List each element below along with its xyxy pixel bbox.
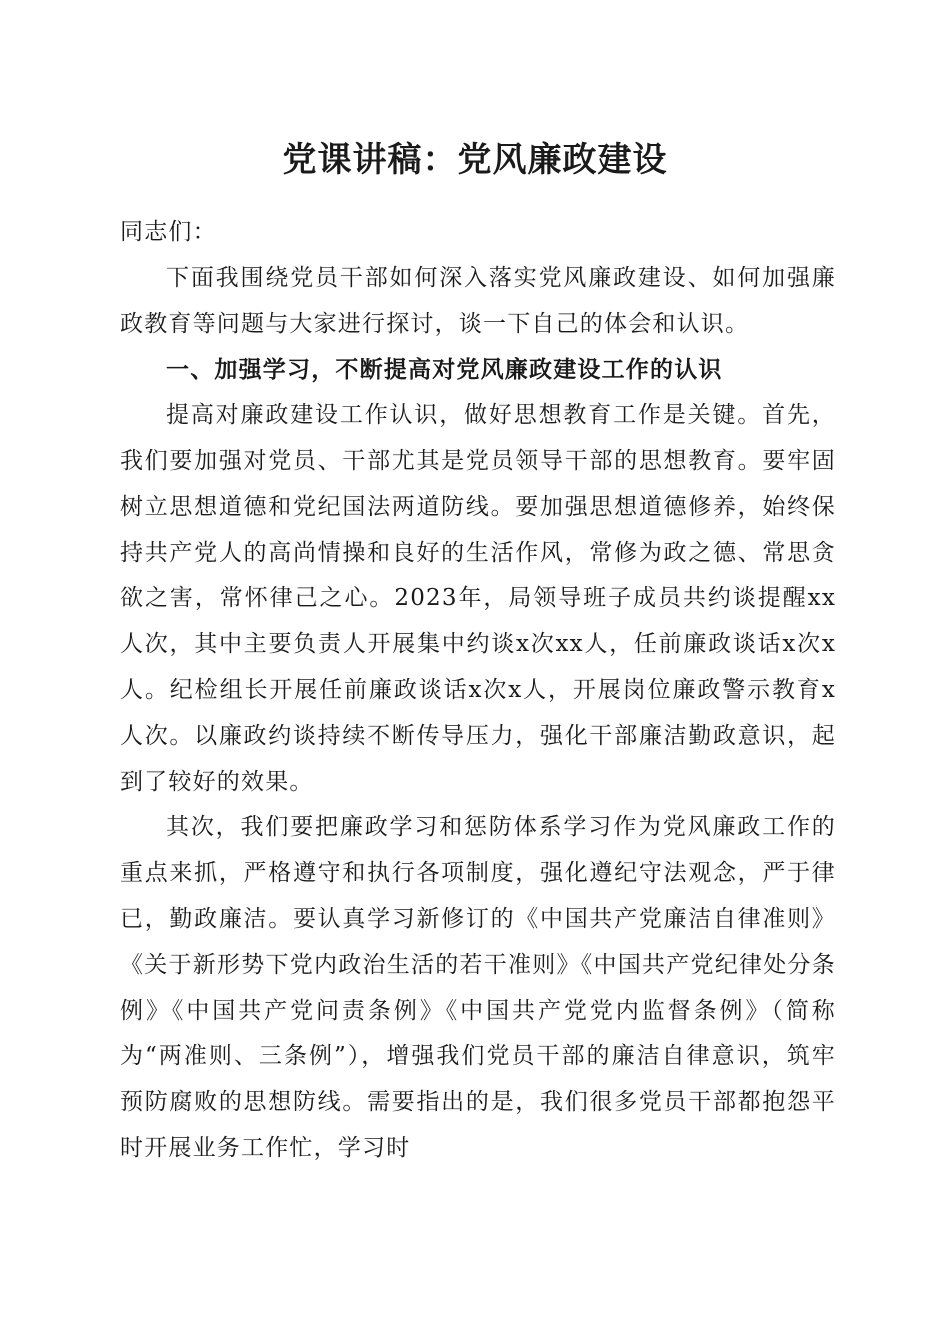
intro-paragraph: 下面我围绕党员干部如何深入落实党风廉政建设、如何加强廉政教育等问题与大家进行探讨，谈一下自己的体会和认识。 xyxy=(120,264,836,337)
document-body xyxy=(120,210,836,1172)
salutation: 同志们： xyxy=(120,219,217,245)
body-paragraph-1: 提高对廉政建设工作认识，做好思想教育工作是关键。首先，我们要加强对党员、干部尤其是党员领导干部的思想教育。要牢固树立思想道德和党纪国法两道防线。要加强思想道德修养，始终保持共产党人的高尚情操和良好的生活作风，常修为政之德、常思贪欲之害，常怀律己之心。2023年，局领导班子成员共约谈提醒xx人次，其中主要负责人开展集中约谈x次xx人，任前廉政谈话x次x人。纪检组长开展任前廉政谈话x次x人，开展岗位廉政警示教育x人次。以廉政约谈持续不断传导压力，强化干部廉洁勤政意识，起到了较好的效果。 xyxy=(120,402,836,795)
body-paragraph-2: 其次，我们要把廉政学习和惩防体系学习作为党风廉政工作的重点来抓，严格遵守和执行各项制度，强化遵纪守法观念，严于律已，勤政廉洁。要认真学习新修订的《中国共产党廉洁自律准则》《关于新形势下党内政治生活的若干准则》《中国共产党纪律处分条例》《中国共产党问责条例》《中国共产党党内监督条例》（简称为“两准则、三条例”），增强我们党员干部的廉洁自律意识，筑牢预防腐败的思想防线。需要指出的是，我们很多党员干部都抱怨平时开展业务工作忙，学习时 xyxy=(120,814,836,1161)
section-heading-1: 一、加强学习，不断提高对党风廉政建设工作的认识 xyxy=(166,356,723,384)
document-title: 党课讲稿：党风廉政建设 xyxy=(282,140,668,180)
